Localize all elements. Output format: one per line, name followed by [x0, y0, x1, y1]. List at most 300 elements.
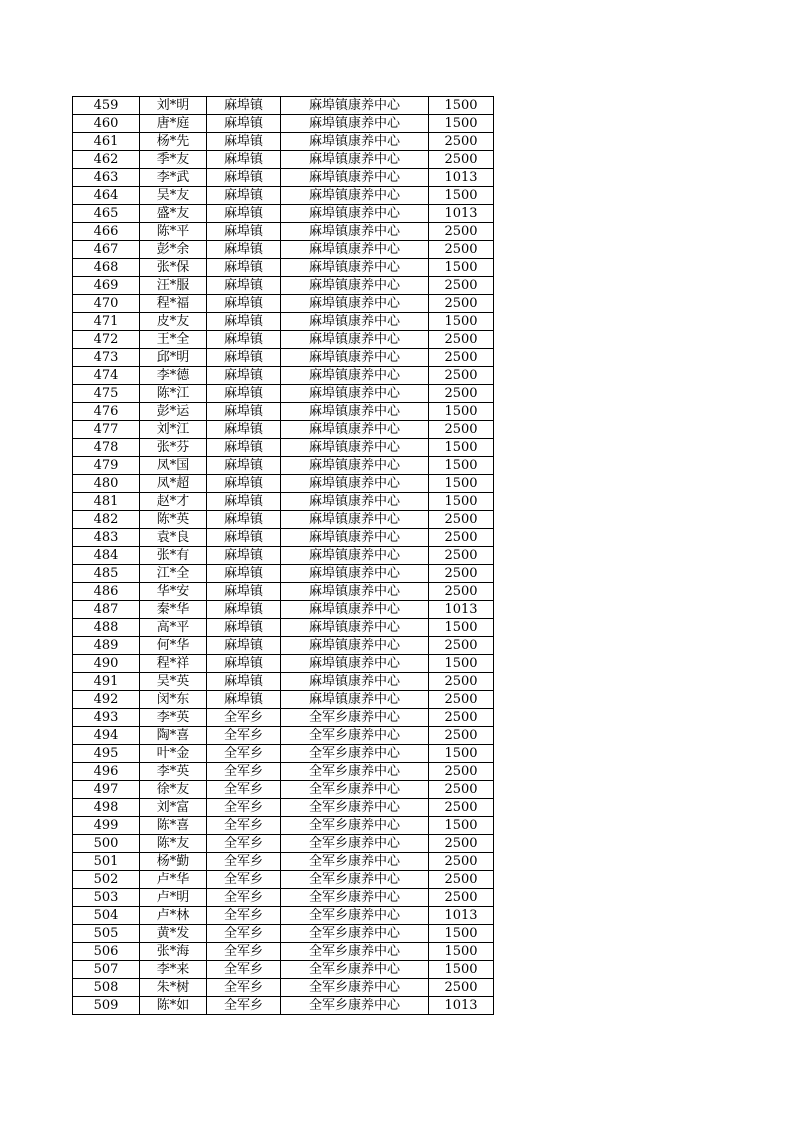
name-cell: 陈*友: [140, 835, 207, 853]
town-cell: 全军乡: [207, 709, 281, 727]
row-number-cell: 464: [73, 187, 140, 205]
amount-cell: 2500: [429, 349, 494, 367]
table-row: [73, 115, 494, 133]
care-center-cell: 全军乡康养中心: [281, 817, 429, 835]
town-cell: 全军乡: [207, 817, 281, 835]
name-cell: 李*英: [140, 709, 207, 727]
table-row: [73, 943, 494, 961]
care-center-cell: 麻埠镇康养中心: [281, 313, 429, 331]
care-center-cell: 全军乡康养中心: [281, 745, 429, 763]
name-cell: 季*友: [140, 151, 207, 169]
town-cell: 麻埠镇: [207, 151, 281, 169]
care-center-cell: 全军乡康养中心: [281, 853, 429, 871]
town-cell: 全军乡: [207, 853, 281, 871]
row-number-cell: 467: [73, 241, 140, 259]
care-center-cell: 全军乡康养中心: [281, 997, 429, 1015]
amount-cell: 2500: [429, 583, 494, 601]
care-center-cell: 麻埠镇康养中心: [281, 295, 429, 313]
care-center-cell: 麻埠镇康养中心: [281, 673, 429, 691]
name-cell: 程*祥: [140, 655, 207, 673]
table-row: [73, 331, 494, 349]
name-cell: 程*福: [140, 295, 207, 313]
name-cell: 汪*服: [140, 277, 207, 295]
table-row: [73, 493, 494, 511]
name-cell: 赵*才: [140, 493, 207, 511]
town-cell: 麻埠镇: [207, 655, 281, 673]
name-cell: 盛*友: [140, 205, 207, 223]
care-center-cell: 麻埠镇康养中心: [281, 493, 429, 511]
town-cell: 麻埠镇: [207, 673, 281, 691]
care-center-cell: 全军乡康养中心: [281, 763, 429, 781]
row-number-cell: 492: [73, 691, 140, 709]
table-row: [73, 187, 494, 205]
town-cell: 全军乡: [207, 781, 281, 799]
name-cell: 皮*友: [140, 313, 207, 331]
amount-cell: 1500: [429, 925, 494, 943]
town-cell: 麻埠镇: [207, 403, 281, 421]
town-cell: 麻埠镇: [207, 97, 281, 115]
row-number-cell: 483: [73, 529, 140, 547]
table-row: [73, 277, 494, 295]
name-cell: 叶*金: [140, 745, 207, 763]
amount-cell: 1500: [429, 817, 494, 835]
name-cell: 陶*喜: [140, 727, 207, 745]
town-cell: 全军乡: [207, 979, 281, 997]
row-number-cell: 468: [73, 259, 140, 277]
care-center-cell: 麻埠镇康养中心: [281, 511, 429, 529]
amount-cell: 2500: [429, 565, 494, 583]
table-row: [73, 979, 494, 997]
town-cell: 全军乡: [207, 799, 281, 817]
name-cell: 刘*富: [140, 799, 207, 817]
table-row: [73, 565, 494, 583]
row-number-cell: 506: [73, 943, 140, 961]
row-number-cell: 465: [73, 205, 140, 223]
town-cell: 全军乡: [207, 871, 281, 889]
town-cell: 全军乡: [207, 835, 281, 853]
town-cell: 麻埠镇: [207, 169, 281, 187]
row-number-cell: 470: [73, 295, 140, 313]
care-center-cell: 麻埠镇康养中心: [281, 565, 429, 583]
table-row: [73, 727, 494, 745]
table-row: [73, 529, 494, 547]
name-cell: 吴*英: [140, 673, 207, 691]
row-number-cell: 485: [73, 565, 140, 583]
town-cell: 麻埠镇: [207, 241, 281, 259]
town-cell: 麻埠镇: [207, 565, 281, 583]
care-center-cell: 麻埠镇康养中心: [281, 457, 429, 475]
table-row: [73, 655, 494, 673]
care-center-cell: 麻埠镇康养中心: [281, 367, 429, 385]
name-cell: 陈*英: [140, 511, 207, 529]
town-cell: 麻埠镇: [207, 385, 281, 403]
care-center-cell: 麻埠镇康养中心: [281, 223, 429, 241]
town-cell: 麻埠镇: [207, 547, 281, 565]
table-row: [73, 997, 494, 1015]
table-row: [73, 259, 494, 277]
care-center-cell: 麻埠镇康养中心: [281, 349, 429, 367]
row-number-cell: 471: [73, 313, 140, 331]
care-center-cell: 麻埠镇康养中心: [281, 331, 429, 349]
care-center-cell: 全军乡康养中心: [281, 835, 429, 853]
care-center-cell: 麻埠镇康养中心: [281, 115, 429, 133]
care-center-cell: 麻埠镇康养中心: [281, 133, 429, 151]
row-number-cell: 484: [73, 547, 140, 565]
amount-cell: 2500: [429, 637, 494, 655]
amount-cell: 1500: [429, 259, 494, 277]
row-number-cell: 460: [73, 115, 140, 133]
amount-cell: 1500: [429, 439, 494, 457]
amount-cell: 1013: [429, 205, 494, 223]
amount-cell: 2500: [429, 835, 494, 853]
table-row: [73, 295, 494, 313]
row-number-cell: 480: [73, 475, 140, 493]
care-center-cell: 麻埠镇康养中心: [281, 547, 429, 565]
town-cell: 全军乡: [207, 961, 281, 979]
amount-cell: 1500: [429, 115, 494, 133]
row-number-cell: 496: [73, 763, 140, 781]
name-cell: 江*全: [140, 565, 207, 583]
table-row: [73, 925, 494, 943]
name-cell: 李*来: [140, 961, 207, 979]
table-row: [73, 403, 494, 421]
table-row: [73, 763, 494, 781]
town-cell: 麻埠镇: [207, 331, 281, 349]
amount-cell: 2500: [429, 763, 494, 781]
name-cell: 张*保: [140, 259, 207, 277]
name-cell: 张*海: [140, 943, 207, 961]
amount-cell: 2500: [429, 133, 494, 151]
name-cell: 刘*江: [140, 421, 207, 439]
care-center-cell: 麻埠镇康养中心: [281, 475, 429, 493]
amount-cell: 1013: [429, 997, 494, 1015]
care-center-cell: 麻埠镇康养中心: [281, 187, 429, 205]
table-row: [73, 439, 494, 457]
town-cell: 全军乡: [207, 925, 281, 943]
town-cell: 麻埠镇: [207, 439, 281, 457]
table-row: [73, 583, 494, 601]
care-center-cell: 全军乡康养中心: [281, 925, 429, 943]
row-number-cell: 463: [73, 169, 140, 187]
amount-cell: 2500: [429, 421, 494, 439]
table-row: [73, 169, 494, 187]
care-center-cell: 全军乡康养中心: [281, 871, 429, 889]
town-cell: 麻埠镇: [207, 349, 281, 367]
amount-cell: 1013: [429, 601, 494, 619]
town-cell: 麻埠镇: [207, 511, 281, 529]
care-center-cell: 麻埠镇康养中心: [281, 259, 429, 277]
town-cell: 麻埠镇: [207, 205, 281, 223]
table-row: [73, 637, 494, 655]
table-row: [73, 853, 494, 871]
town-cell: 麻埠镇: [207, 133, 281, 151]
row-number-cell: 499: [73, 817, 140, 835]
town-cell: 全军乡: [207, 745, 281, 763]
name-cell: 彭*余: [140, 241, 207, 259]
table-row: [73, 421, 494, 439]
table-body: [73, 97, 494, 1015]
care-center-cell: 全军乡康养中心: [281, 907, 429, 925]
amount-cell: 2500: [429, 223, 494, 241]
town-cell: 全军乡: [207, 907, 281, 925]
care-center-cell: 全军乡康养中心: [281, 727, 429, 745]
town-cell: 麻埠镇: [207, 115, 281, 133]
amount-cell: 1500: [429, 493, 494, 511]
name-cell: 李*德: [140, 367, 207, 385]
town-cell: 麻埠镇: [207, 421, 281, 439]
table-row: [73, 205, 494, 223]
care-center-cell: 麻埠镇康养中心: [281, 169, 429, 187]
table-row: [73, 835, 494, 853]
table-row: [73, 151, 494, 169]
name-cell: 朱*树: [140, 979, 207, 997]
town-cell: 麻埠镇: [207, 223, 281, 241]
row-number-cell: 475: [73, 385, 140, 403]
town-cell: 麻埠镇: [207, 367, 281, 385]
name-cell: 黄*发: [140, 925, 207, 943]
table-row: [73, 799, 494, 817]
name-cell: 吴*友: [140, 187, 207, 205]
care-center-cell: 麻埠镇康养中心: [281, 637, 429, 655]
table-row: [73, 349, 494, 367]
care-center-cell: 麻埠镇康养中心: [281, 97, 429, 115]
name-cell: 高*平: [140, 619, 207, 637]
care-center-cell: 麻埠镇康养中心: [281, 421, 429, 439]
table-row: [73, 97, 494, 115]
amount-cell: 1500: [429, 187, 494, 205]
amount-cell: 1500: [429, 403, 494, 421]
table-row: [73, 547, 494, 565]
town-cell: 麻埠镇: [207, 619, 281, 637]
care-center-cell: 全军乡康养中心: [281, 943, 429, 961]
name-cell: 王*全: [140, 331, 207, 349]
name-cell: 卢*华: [140, 871, 207, 889]
care-center-cell: 麻埠镇康养中心: [281, 529, 429, 547]
care-center-cell: 全军乡康养中心: [281, 799, 429, 817]
row-number-cell: 509: [73, 997, 140, 1015]
row-number-cell: 462: [73, 151, 140, 169]
data-table: [72, 96, 494, 1015]
row-number-cell: 477: [73, 421, 140, 439]
row-number-cell: 507: [73, 961, 140, 979]
row-number-cell: 472: [73, 331, 140, 349]
amount-cell: 1500: [429, 457, 494, 475]
name-cell: 凤*超: [140, 475, 207, 493]
table-row: [73, 385, 494, 403]
row-number-cell: 479: [73, 457, 140, 475]
row-number-cell: 459: [73, 97, 140, 115]
table-row: [73, 367, 494, 385]
name-cell: 唐*庭: [140, 115, 207, 133]
row-number-cell: 482: [73, 511, 140, 529]
row-number-cell: 474: [73, 367, 140, 385]
town-cell: 全军乡: [207, 727, 281, 745]
town-cell: 全军乡: [207, 763, 281, 781]
table-row: [73, 889, 494, 907]
name-cell: 邱*明: [140, 349, 207, 367]
row-number-cell: 466: [73, 223, 140, 241]
name-cell: 彭*运: [140, 403, 207, 421]
care-center-cell: 全军乡康养中心: [281, 961, 429, 979]
name-cell: 李*英: [140, 763, 207, 781]
care-center-cell: 麻埠镇康养中心: [281, 439, 429, 457]
row-number-cell: 498: [73, 799, 140, 817]
amount-cell: 1500: [429, 97, 494, 115]
town-cell: 麻埠镇: [207, 529, 281, 547]
table-row: [73, 619, 494, 637]
amount-cell: 1500: [429, 655, 494, 673]
row-number-cell: 504: [73, 907, 140, 925]
amount-cell: 2500: [429, 709, 494, 727]
table-row: [73, 871, 494, 889]
name-cell: 凤*国: [140, 457, 207, 475]
name-cell: 陈*喜: [140, 817, 207, 835]
care-center-cell: 全军乡康养中心: [281, 781, 429, 799]
row-number-cell: 478: [73, 439, 140, 457]
care-center-cell: 麻埠镇康养中心: [281, 277, 429, 295]
table-row: [73, 133, 494, 151]
amount-cell: 1013: [429, 907, 494, 925]
care-center-cell: 麻埠镇康养中心: [281, 691, 429, 709]
table-row: [73, 817, 494, 835]
care-center-cell: 麻埠镇康养中心: [281, 655, 429, 673]
amount-cell: 2500: [429, 799, 494, 817]
town-cell: 麻埠镇: [207, 637, 281, 655]
amount-cell: 1013: [429, 169, 494, 187]
row-number-cell: 481: [73, 493, 140, 511]
name-cell: 杨*先: [140, 133, 207, 151]
town-cell: 麻埠镇: [207, 583, 281, 601]
town-cell: 全军乡: [207, 943, 281, 961]
amount-cell: 2500: [429, 691, 494, 709]
name-cell: 张*芬: [140, 439, 207, 457]
amount-cell: 2500: [429, 241, 494, 259]
town-cell: 全军乡: [207, 997, 281, 1015]
table-row: [73, 673, 494, 691]
town-cell: 麻埠镇: [207, 457, 281, 475]
row-number-cell: 503: [73, 889, 140, 907]
name-cell: 刘*明: [140, 97, 207, 115]
name-cell: 李*武: [140, 169, 207, 187]
amount-cell: 2500: [429, 853, 494, 871]
row-number-cell: 497: [73, 781, 140, 799]
table-row: [73, 601, 494, 619]
amount-cell: 2500: [429, 727, 494, 745]
table-row: [73, 511, 494, 529]
row-number-cell: 489: [73, 637, 140, 655]
care-center-cell: 全军乡康养中心: [281, 979, 429, 997]
row-number-cell: 473: [73, 349, 140, 367]
table-row: [73, 223, 494, 241]
care-center-cell: 麻埠镇康养中心: [281, 601, 429, 619]
amount-cell: 2500: [429, 547, 494, 565]
table-row: [73, 709, 494, 727]
table-row: [73, 781, 494, 799]
amount-cell: 1500: [429, 475, 494, 493]
amount-cell: 2500: [429, 871, 494, 889]
town-cell: 麻埠镇: [207, 691, 281, 709]
care-center-cell: 麻埠镇康养中心: [281, 151, 429, 169]
row-number-cell: 490: [73, 655, 140, 673]
row-number-cell: 469: [73, 277, 140, 295]
town-cell: 麻埠镇: [207, 601, 281, 619]
amount-cell: 2500: [429, 385, 494, 403]
row-number-cell: 487: [73, 601, 140, 619]
care-center-cell: 麻埠镇康养中心: [281, 385, 429, 403]
row-number-cell: 461: [73, 133, 140, 151]
table-row: [73, 745, 494, 763]
town-cell: 麻埠镇: [207, 187, 281, 205]
row-number-cell: 491: [73, 673, 140, 691]
row-number-cell: 476: [73, 403, 140, 421]
table-row: [73, 691, 494, 709]
town-cell: 麻埠镇: [207, 475, 281, 493]
row-number-cell: 488: [73, 619, 140, 637]
table-row: [73, 907, 494, 925]
row-number-cell: 495: [73, 745, 140, 763]
name-cell: 卢*林: [140, 907, 207, 925]
town-cell: 麻埠镇: [207, 493, 281, 511]
amount-cell: 1500: [429, 313, 494, 331]
amount-cell: 2500: [429, 673, 494, 691]
name-cell: 闵*东: [140, 691, 207, 709]
town-cell: 麻埠镇: [207, 313, 281, 331]
row-number-cell: 505: [73, 925, 140, 943]
amount-cell: 2500: [429, 331, 494, 349]
row-number-cell: 502: [73, 871, 140, 889]
row-number-cell: 501: [73, 853, 140, 871]
amount-cell: 2500: [429, 511, 494, 529]
table-row: [73, 457, 494, 475]
care-center-cell: 麻埠镇康养中心: [281, 205, 429, 223]
name-cell: 陈*如: [140, 997, 207, 1015]
amount-cell: 2500: [429, 781, 494, 799]
name-cell: 陈*平: [140, 223, 207, 241]
table-row: [73, 241, 494, 259]
name-cell: 袁*良: [140, 529, 207, 547]
row-number-cell: 493: [73, 709, 140, 727]
town-cell: 麻埠镇: [207, 259, 281, 277]
row-number-cell: 508: [73, 979, 140, 997]
amount-cell: 2500: [429, 295, 494, 313]
care-center-cell: 全军乡康养中心: [281, 889, 429, 907]
care-center-cell: 麻埠镇康养中心: [281, 403, 429, 421]
name-cell: 何*华: [140, 637, 207, 655]
row-number-cell: 494: [73, 727, 140, 745]
table-row: [73, 961, 494, 979]
amount-cell: 2500: [429, 277, 494, 295]
row-number-cell: 500: [73, 835, 140, 853]
town-cell: 麻埠镇: [207, 295, 281, 313]
table-row: [73, 313, 494, 331]
care-center-cell: 麻埠镇康养中心: [281, 583, 429, 601]
amount-cell: 1500: [429, 619, 494, 637]
document-page: [72, 96, 494, 1015]
name-cell: 陈*江: [140, 385, 207, 403]
row-number-cell: 486: [73, 583, 140, 601]
amount-cell: 2500: [429, 151, 494, 169]
amount-cell: 1500: [429, 961, 494, 979]
name-cell: 华*安: [140, 583, 207, 601]
amount-cell: 1500: [429, 745, 494, 763]
town-cell: 麻埠镇: [207, 277, 281, 295]
name-cell: 张*有: [140, 547, 207, 565]
name-cell: 徐*友: [140, 781, 207, 799]
name-cell: 秦*华: [140, 601, 207, 619]
amount-cell: 1500: [429, 943, 494, 961]
amount-cell: 2500: [429, 979, 494, 997]
amount-cell: 2500: [429, 889, 494, 907]
